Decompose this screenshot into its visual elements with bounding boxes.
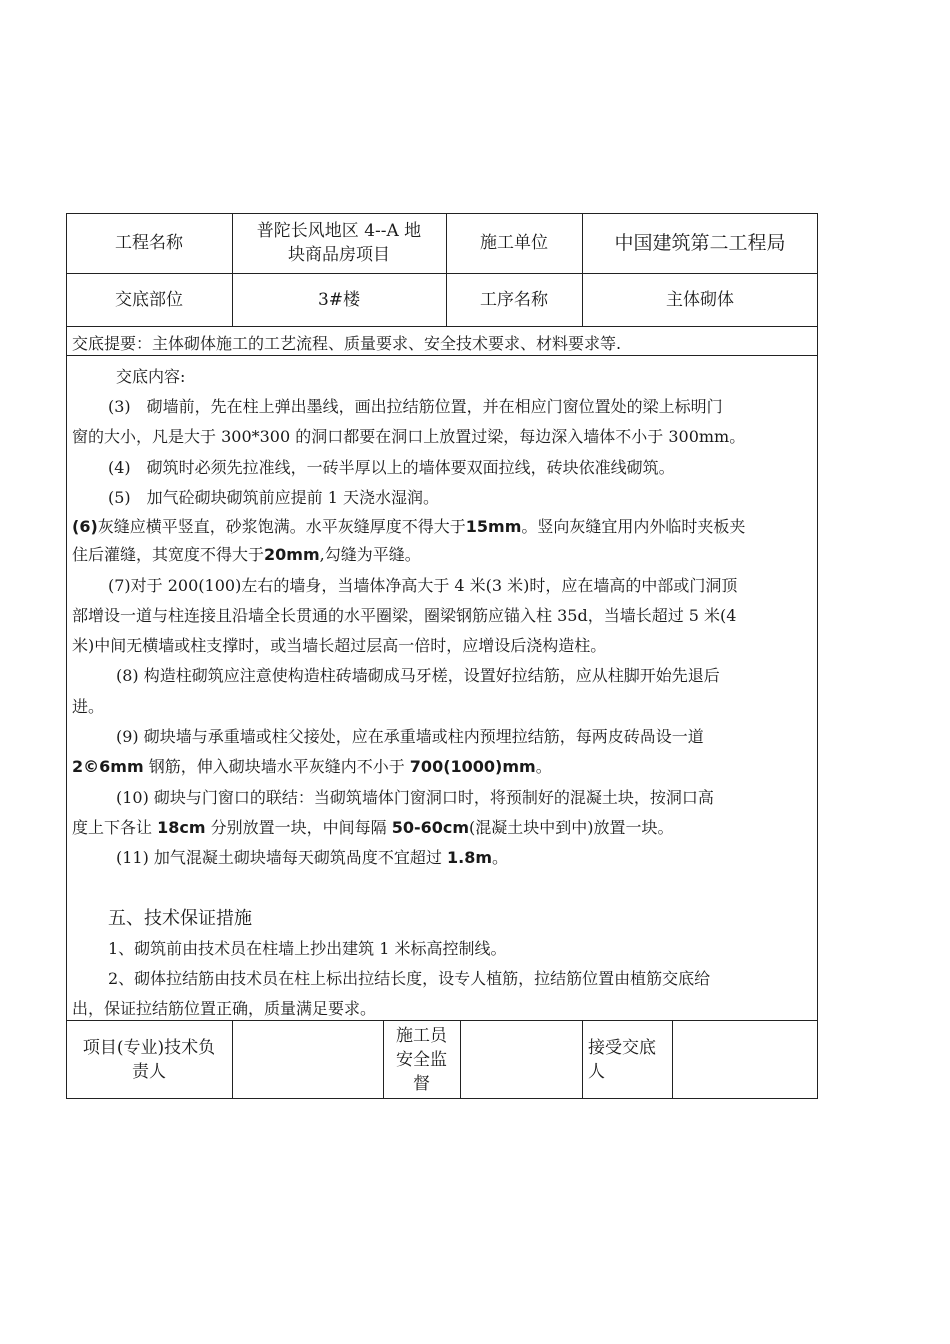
content-line-10b <box>72 815 814 841</box>
item-10-text-1: 度上下各让 <box>72 818 158 837</box>
tech-lead-signature-field[interactable] <box>232 1020 383 1099</box>
construction-unit-label: 施工单位 <box>480 233 548 253</box>
safety-supervisor-line2: 安全监 <box>396 1049 447 1070</box>
safety-supervisor-line1: 施工员 <box>396 1025 447 1046</box>
tech-lead-label-line2: 责人 <box>132 1061 166 1082</box>
receiver-label-line2: 人 <box>588 1061 605 1082</box>
item-11-value: 1.8m <box>447 848 493 867</box>
content-line-9a: (9) 砌块墙与承重墙或柱父接处，应在承重墙或柱内预埋拉结筋，每两皮砖咼设一道 <box>116 727 704 746</box>
content-line-3b: 窗的大小，凡是大于 300*300 的洞口都要在洞口上放置过梁，每边深入墙体不小于 300mm。 <box>72 427 746 446</box>
item-6-text-3: 住后灌缝，其宽度不得大于 <box>72 545 265 564</box>
safety-supervisor-signature-field[interactable] <box>460 1020 582 1099</box>
process-name-value: 主体砌体 <box>666 290 734 310</box>
construction-unit-value: 中国建筑第二工程局 <box>614 232 786 254</box>
measures-item-1: 1、砌筑前由技术员在柱墙上抄出建筑 1 米标高控制线。 <box>108 939 507 958</box>
receiver-label <box>582 1020 672 1099</box>
content-line-7c: 米)中间无横墙或柱支撑时，或当墙长超过层高一倍时，应增设后浇构造柱。 <box>72 636 607 655</box>
process-name-label: 工序名称 <box>480 290 548 310</box>
handover-part-value: 3#楼 <box>317 290 361 310</box>
content-line-6a <box>72 514 814 540</box>
content-line-9b <box>72 754 814 780</box>
item-6-number: (6) <box>72 517 98 536</box>
item-6-text-1: 灰缝应横平竖直，砂浆饱满。水平灰缝厚度不得大于 <box>97 517 466 536</box>
item-6-value-20mm: 20mm <box>264 545 320 564</box>
safety-supervisor-line3: 督 <box>413 1073 430 1094</box>
project-name-value <box>232 213 446 273</box>
item-9-text: 钢筋，伸入砌块墙水平灰缝内不小于 <box>143 757 410 776</box>
content-line-3a: (3) 砌墙前，先在柱上弹出墨线，画出拉结筋位置，并在相应门窗位置处的梁上标明门 <box>108 397 723 416</box>
item-10-text-3: (混凝土块中到中)放置一块。 <box>469 818 674 837</box>
item-9-length: 700(1000)mm <box>409 757 536 776</box>
content-line-8a: (8) 构造柱砌筑应注意使构造柱砖墙砌成马牙槎，设置好拉结筋，应从柱脚开始先退后 <box>116 666 720 685</box>
measures-title: 五、技术保证措施 <box>108 908 252 929</box>
receiver-label-line1: 接受交底 <box>588 1037 656 1058</box>
measures-item-2b: 出，保证拉结筋位置正确，质量满足要求。 <box>72 999 377 1018</box>
item-9-rebar: 2©6mm <box>72 757 144 776</box>
content-title: 交底内容: <box>116 367 186 386</box>
item-11-end: 。 <box>492 848 509 867</box>
project-name-label: 工程名称 <box>115 233 183 253</box>
item-9-end: 。 <box>535 757 552 776</box>
safety-supervisor-label <box>383 1020 460 1099</box>
content-line-8b: 进。 <box>72 697 105 716</box>
content-line-7b: 部增设一道与柱连接且沿墙全长贯通的水平圈梁，圈梁钢筋应锚入柱 35d，当墙长超过 5 米(4 <box>72 606 737 625</box>
content-line-5: (5) 加气砼砌块砌筑前应提前 1 天浇水湿润。 <box>108 488 440 507</box>
item-10-value-18cm: 18cm <box>157 818 206 837</box>
item-6-value-15mm: 15mm <box>465 517 522 536</box>
project-name-value-line2: 块商品房项目 <box>288 245 390 265</box>
content-line-4: (4) 砌筑时必须先拉准线，一砖半厚以上的墙体要双面拉线，砖块依准线砌筑。 <box>108 458 675 477</box>
content-line-6b <box>72 542 814 568</box>
item-6-text-4: ,勾缝为平缝。 <box>319 545 421 564</box>
summary-text: 交底提要：主体砌体施工的工艺流程、质量要求、安全技术要求、材料要求等. <box>72 334 622 353</box>
tech-lead-label <box>66 1020 232 1099</box>
project-name-value-line1: 普陀长风地区 4--A 地 <box>256 221 422 241</box>
tech-lead-label-line1: 项目(专业)技术负 <box>82 1037 216 1058</box>
content-line-11 <box>116 845 818 871</box>
content-line-7a: (7)对于 200(100)左右的墙身，当墙体净高大于 4 米(3 米)时，应在墙高的中部或门洞顶 <box>108 576 738 595</box>
item-11-text: (11) 加气混凝土砌块墙每天砌筑咼度不宜超过 <box>116 848 448 867</box>
item-10-value-spacing: 50-60cm <box>391 818 470 837</box>
measures-item-2a: 2、砌体拉结筋由技术员在柱上标出拉结长度，设专人植筋，拉结筋位置由植筋交底给 <box>108 969 711 988</box>
receiver-signature-field[interactable] <box>672 1020 818 1099</box>
handover-part-label: 交底部位 <box>115 290 183 310</box>
content-line-10a: (10) 砌块与门窗口的联结：当砌筑墙体门窗洞口时，将预制好的混凝土块，按洞口高 <box>116 788 714 807</box>
item-6-text-2: 。竖向灰缝宜用内外临时夹板夹 <box>521 517 746 536</box>
item-10-text-2: 分别放置一块，中间每隔 <box>205 818 392 837</box>
